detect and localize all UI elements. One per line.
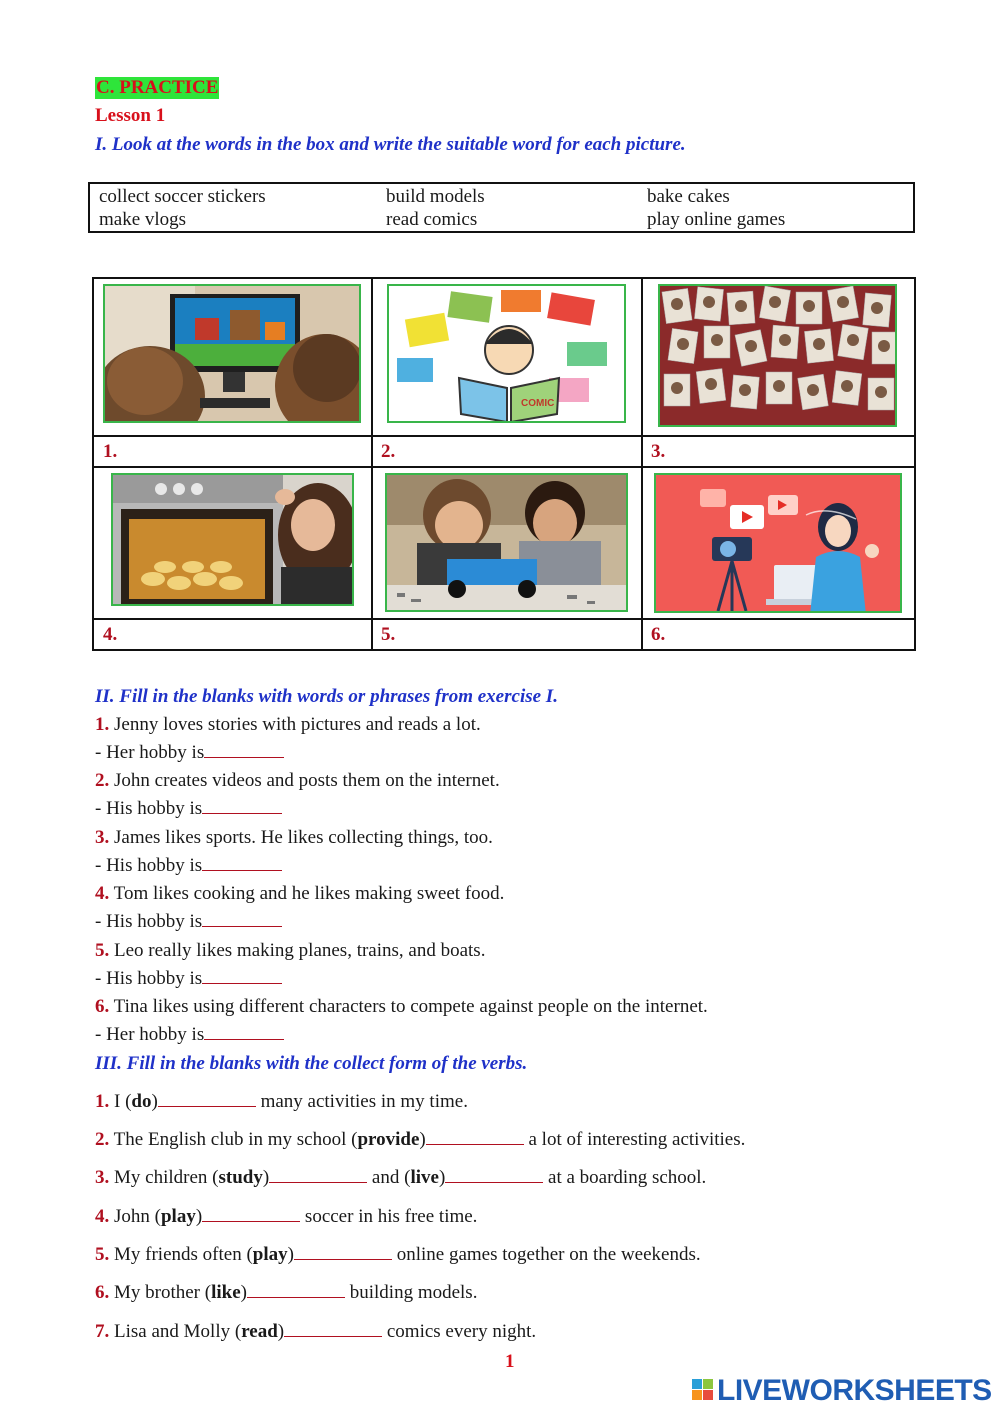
boys-building-model-photo	[385, 473, 628, 612]
boy-reading-comic-illustration	[387, 284, 626, 423]
list-item: 1. I (do) many activities in my time.	[95, 1091, 468, 1112]
picture-table	[92, 277, 916, 651]
word-option: play online games	[647, 209, 786, 230]
word-option: make vlogs	[99, 209, 187, 230]
answer-blank[interactable]	[202, 913, 282, 927]
picture-number: 1.	[103, 441, 118, 462]
answer-blank[interactable]	[158, 1093, 256, 1107]
picture-number: 3.	[651, 441, 666, 462]
list-item: 6. My brother (like) building models.	[95, 1282, 478, 1303]
list-item: 4. Tom likes cooking and he likes making sweet food.	[95, 883, 505, 904]
answer-blank[interactable]	[202, 857, 282, 871]
answer-blank[interactable]	[426, 1131, 524, 1145]
picture-number: 5.	[381, 624, 396, 645]
word-option: read comics	[386, 209, 478, 230]
list-item: 1. Jenny loves stories with pictures and reads a lot.	[95, 714, 481, 735]
liveworksheets-logo-icon	[692, 1379, 714, 1403]
answer-blank[interactable]	[294, 1246, 392, 1260]
picture-number: 4.	[103, 624, 118, 645]
list-item: 4. John (play) soccer in his free time.	[95, 1206, 478, 1227]
word-option: build models	[386, 186, 485, 207]
answer-line: - His hobby is	[95, 855, 282, 877]
exercise-3-instructions: III. Fill in the blanks with the collect form of the verbs.	[95, 1053, 528, 1074]
word-option: bake cakes	[647, 186, 730, 207]
brand-logo[interactable]	[692, 1374, 992, 1408]
lesson-title: Lesson 1	[95, 105, 166, 126]
exercise-2-instructions: II. Fill in the blanks with words or phrases from exercise I.	[95, 686, 558, 707]
list-item: 5. My friends often (play) online games together on the weekends.	[95, 1244, 701, 1265]
answer-blank[interactable]	[202, 800, 282, 814]
answer-blank[interactable]	[204, 744, 284, 758]
list-item: 2. The English club in my school (provide) a lot of interesting activities.	[95, 1129, 746, 1150]
answer-blank[interactable]	[284, 1323, 382, 1337]
word-option: collect soccer stickers	[99, 186, 266, 207]
answer-blank[interactable]	[202, 1208, 300, 1222]
girl-baking-in-oven-photo	[111, 473, 354, 606]
answer-line: - Her hobby is	[95, 1024, 284, 1046]
soccer-stickers-photo	[658, 284, 897, 427]
list-item: 5. Leo really likes making planes, trains, and boats.	[95, 940, 486, 961]
answer-blank[interactable]	[202, 970, 282, 984]
brand-name: LIVEWORKSHEETS	[717, 1374, 992, 1407]
section-title: C. PRACTICE	[96, 77, 219, 98]
kids-playing-computer-game-photo	[103, 284, 361, 423]
list-item: 2. John creates videos and posts them on the internet.	[95, 770, 500, 791]
list-item: 3. My children (study) and (live) at a boarding school.	[95, 1167, 707, 1188]
list-item: 7. Lisa and Molly (read) comics every night.	[95, 1321, 537, 1342]
word-box	[88, 182, 915, 233]
answer-line: - His hobby is	[95, 968, 282, 990]
answer-line: - His hobby is	[95, 798, 282, 820]
answer-line: - His hobby is	[95, 911, 282, 933]
picture-number: 2.	[381, 441, 396, 462]
svg-text:COMIC: COMIC	[521, 398, 555, 409]
answer-line: - Her hobby is	[95, 742, 284, 764]
vlogger-with-camera-illustration	[654, 473, 902, 613]
exercise-1-instructions: I. Look at the words in the box and write the suitable word for each picture.	[95, 134, 686, 155]
answer-blank[interactable]	[204, 1026, 284, 1040]
answer-blank[interactable]	[445, 1169, 543, 1183]
picture-number: 6.	[651, 624, 666, 645]
list-item: 3. James likes sports. He likes collecting things, too.	[95, 827, 493, 848]
answer-blank[interactable]	[269, 1169, 367, 1183]
page-number: 1	[505, 1351, 515, 1372]
answer-blank[interactable]	[247, 1284, 345, 1298]
list-item: 6. Tina likes using different characters to compete against people on the internet.	[95, 996, 708, 1017]
